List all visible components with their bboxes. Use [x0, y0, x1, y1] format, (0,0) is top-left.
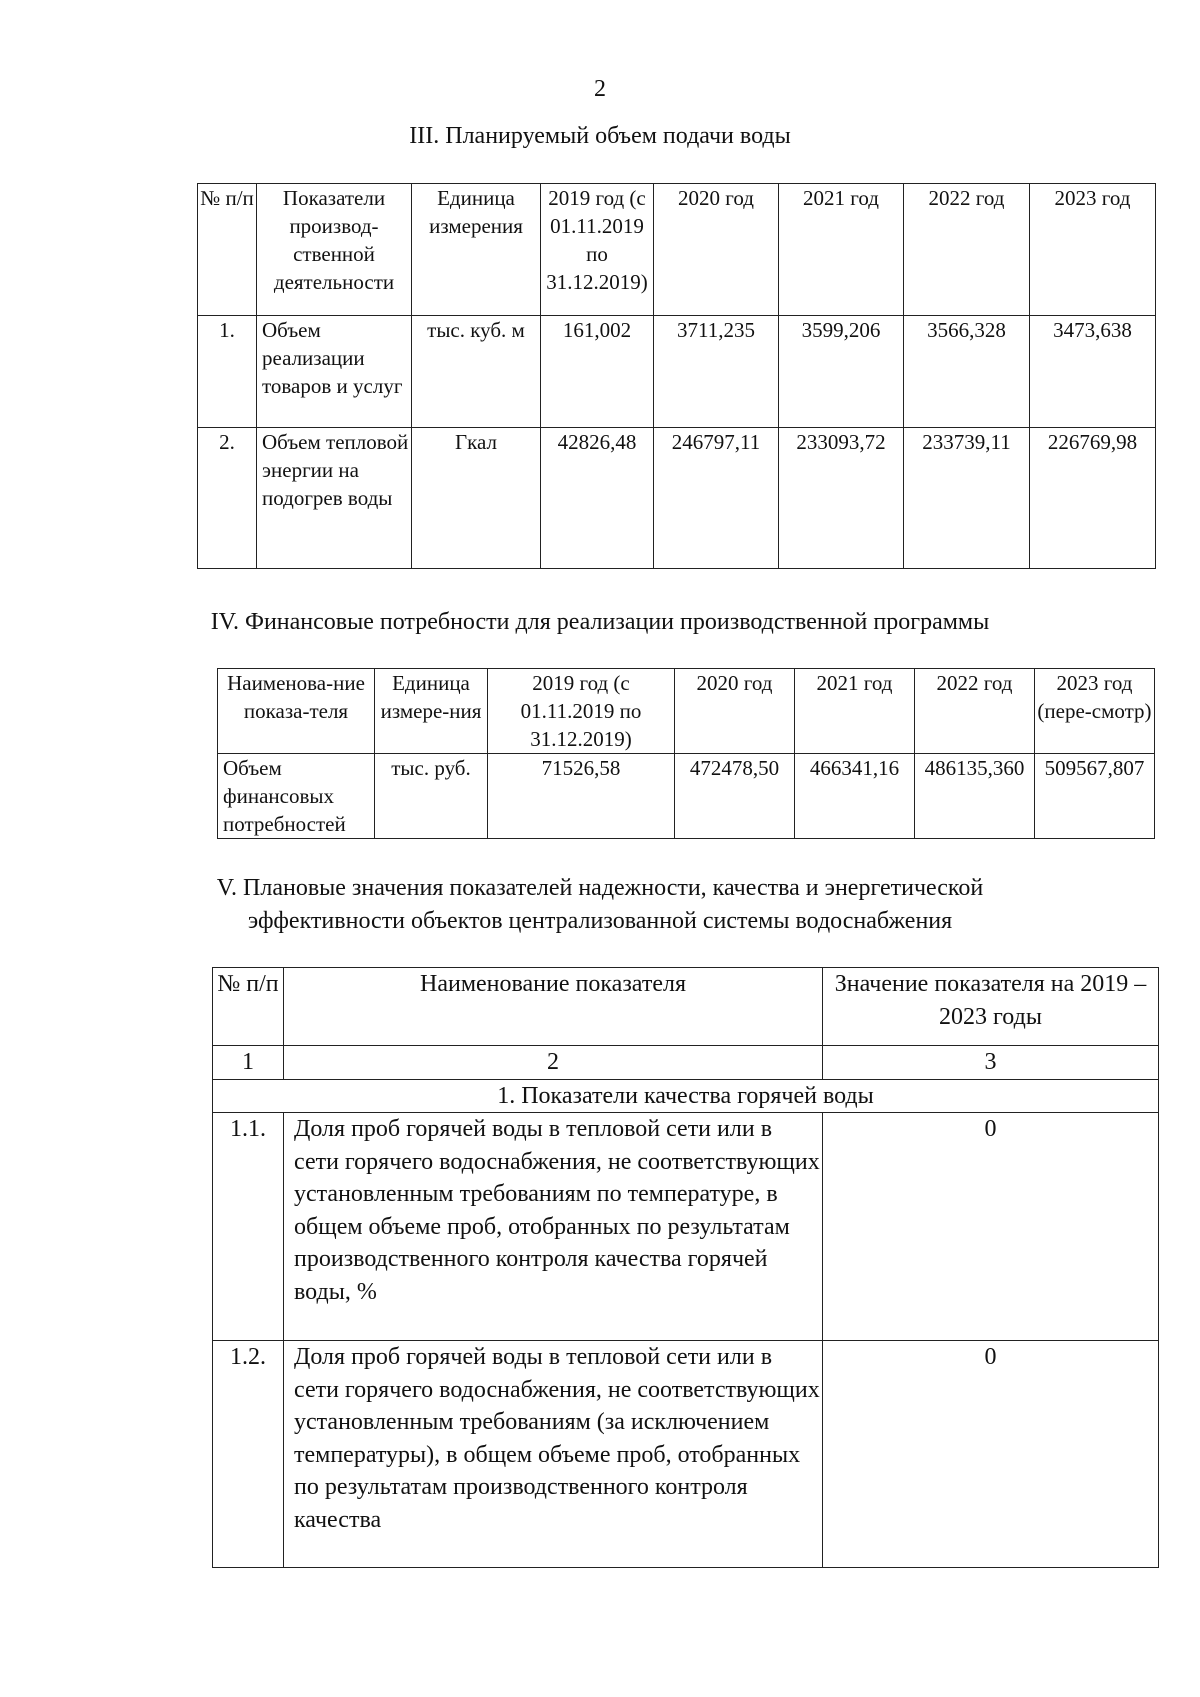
header-cell: 2021 год: [795, 669, 915, 754]
column-number-row: [213, 1046, 1159, 1080]
header-cell: № п/п: [213, 968, 284, 1046]
row-name: Объем реализации товаров и услуг: [257, 316, 412, 428]
table-header-row: [218, 669, 1155, 754]
table-row: [218, 754, 1155, 839]
table-row: [198, 428, 1156, 569]
header-cell: 2022 год: [915, 669, 1035, 754]
value-cell: 466341,16: [795, 754, 915, 839]
header-cell: 2022 год: [904, 184, 1030, 316]
value-cell: 0: [823, 1113, 1159, 1341]
value-cell: 233739,11: [904, 428, 1030, 569]
row-number: 1.2.: [213, 1341, 284, 1568]
row-number: 2.: [198, 428, 257, 569]
header-cell: 2023 год: [1030, 184, 1156, 316]
row-unit: тыс. куб. м: [412, 316, 541, 428]
row-name: Доля проб горячей воды в тепловой сети или в сети горячего водоснабжения, не соответствующих установленным требованиям (за исключением температуры), в общем объеме проб, отобранных по результатам производственного контроля качества: [284, 1341, 823, 1568]
row-name: Объем финансовых потребностей: [218, 754, 375, 839]
value-cell: 3599,206: [779, 316, 904, 428]
header-cell: Единица измерения: [412, 184, 541, 316]
header-cell: Показатели производ-ственной деятельности: [257, 184, 412, 316]
value-cell: 161,002: [541, 316, 654, 428]
header-cell: Значение показателя на 2019 – 2023 годы: [823, 968, 1159, 1046]
row-name: Объем тепловой энергии на подогрев воды: [257, 428, 412, 569]
table-row: [213, 1341, 1159, 1568]
indicators-table: [212, 967, 1159, 1568]
header-cell: № п/п: [198, 184, 257, 316]
header-cell: Наименование показателя: [284, 968, 823, 1046]
header-cell: 2019 год (с 01.11.2019 по 31.12.2019): [541, 184, 654, 316]
section5-title-line1: V. Плановые значения показателей надежности, качества и энергетической: [216, 875, 984, 901]
header-cell: 2019 год (с 01.11.2019 по 31.12.2019): [488, 669, 675, 754]
value-cell: 233093,72: [779, 428, 904, 569]
header-cell: 2020 год: [654, 184, 779, 316]
row-number: 1.1.: [213, 1113, 284, 1341]
value-cell: 486135,360: [915, 754, 1035, 839]
header-cell: Единица измере-ния: [375, 669, 488, 754]
water-supply-table: [197, 183, 1156, 569]
header-cell: Наименова-ние показа-теля: [218, 669, 375, 754]
row-number: 1.: [198, 316, 257, 428]
value-cell: 0: [823, 1341, 1159, 1568]
section3-title: III. Планируемый объем подачи воды: [409, 123, 791, 149]
value-cell: 509567,807: [1035, 754, 1155, 839]
value-cell: 71526,58: [488, 754, 675, 839]
group-title: 1. Показатели качества горячей воды: [213, 1079, 1159, 1113]
table-header-row: [198, 184, 1156, 316]
row-unit: тыс. руб.: [375, 754, 488, 839]
section4-title: IV. Финансовые потребности для реализации производственной программы: [210, 609, 990, 635]
value-cell: 3711,235: [654, 316, 779, 428]
column-number: 2: [284, 1046, 823, 1080]
value-cell: 226769,98: [1030, 428, 1156, 569]
section5-title-line2: эффективности объектов централизованной системы водоснабжения: [247, 908, 953, 934]
table-row: [213, 1113, 1159, 1341]
page-number: 2: [594, 76, 606, 102]
value-cell: 3566,328: [904, 316, 1030, 428]
row-name: Доля проб горячей воды в тепловой сети или в сети горячего водоснабжения, не соответствующих установленным требованиям по температуре, в общем объеме проб, отобранных по результатам производственного контроля качества горячей воды, %: [284, 1113, 823, 1341]
financial-needs-table: [217, 668, 1155, 839]
header-cell: 2021 год: [779, 184, 904, 316]
value-cell: 42826,48: [541, 428, 654, 569]
value-cell: 246797,11: [654, 428, 779, 569]
table-header-row: [213, 968, 1159, 1046]
header-cell: 2023 год (пере-смотр): [1035, 669, 1155, 754]
table-row: [198, 316, 1156, 428]
value-cell: 472478,50: [675, 754, 795, 839]
row-unit: Гкал: [412, 428, 541, 569]
header-cell: 2020 год: [675, 669, 795, 754]
column-number: 1: [213, 1046, 284, 1080]
group-header-row: [213, 1079, 1159, 1113]
value-cell: 3473,638: [1030, 316, 1156, 428]
column-number: 3: [823, 1046, 1159, 1080]
